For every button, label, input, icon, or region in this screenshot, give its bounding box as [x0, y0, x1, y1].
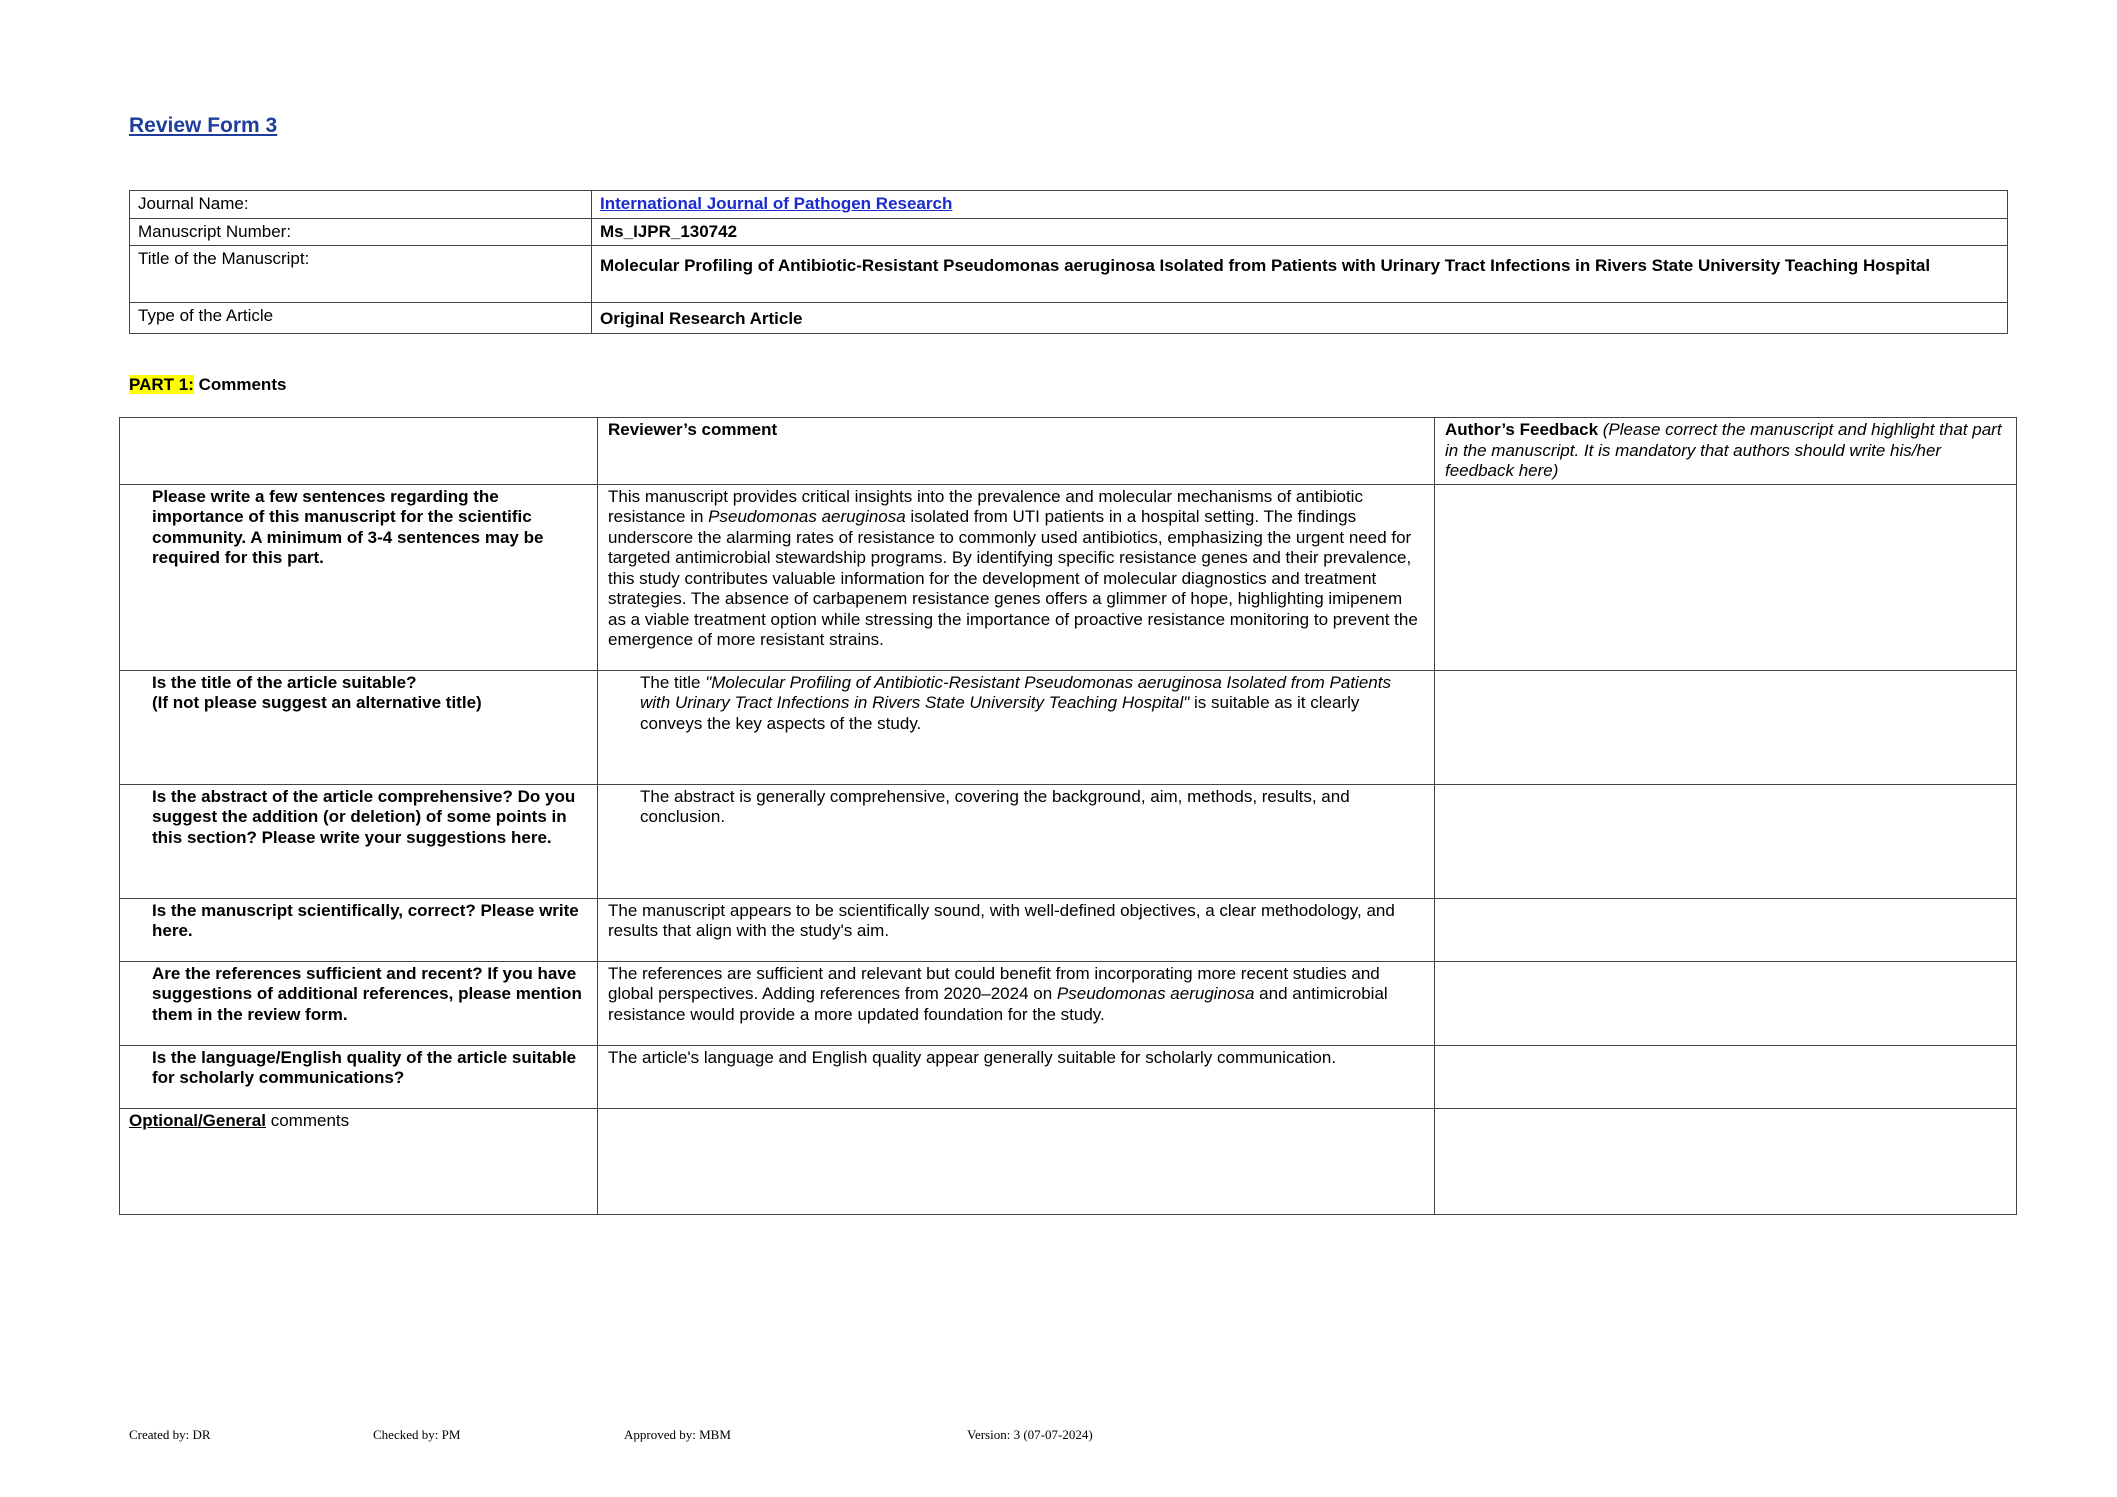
author-feedback-cell[interactable]	[1435, 670, 2017, 784]
part1-heading	[129, 375, 286, 395]
reviewer-comment: The article's language and English quality appear generally suitable for scholarly communication.	[598, 1045, 1435, 1108]
author-feedback-cell[interactable]	[1435, 784, 2017, 898]
article-type-value: Original Research Article	[592, 303, 2008, 334]
manuscript-title-row	[130, 246, 2008, 303]
optional-comments-label: Optional/General comments	[120, 1108, 598, 1214]
manuscript-info-table	[129, 190, 2008, 334]
optional-comments-row	[120, 1108, 2017, 1214]
author-feedback-cell[interactable]	[1435, 1045, 2017, 1108]
article-type-row	[130, 303, 2008, 334]
manuscript-title-label: Title of the Manuscript:	[130, 246, 592, 303]
reviewer-comment: The manuscript appears to be scientifically sound, with well-defined objectives, a clear methodology, and results that align with the study's aim.	[598, 898, 1435, 961]
article-type-label: Type of the Article	[130, 303, 592, 334]
table-row	[120, 961, 2017, 1045]
author-feedback-cell[interactable]	[1435, 961, 2017, 1045]
header-empty-cell	[120, 418, 598, 485]
table-row	[120, 484, 2017, 670]
manuscript-number-label: Manuscript Number:	[130, 218, 592, 246]
manuscript-title-value: Molecular Profiling of Antibiotic-Resistant Pseudomonas aeruginosa Isolated from Patients with Urinary Tract Infections in Rivers State University Teaching Hospital	[592, 246, 2008, 303]
journal-value	[592, 191, 2008, 219]
reviewer-comment: The references are sufficient and relevant but could benefit from incorporating more recent studies and global perspectives. Adding references from 2020–2024 on Pseudomonas aeruginosa and antimicrobial resistance would provide a more updated foundation for the study.	[598, 961, 1435, 1045]
table-row	[120, 784, 2017, 898]
question-language: Is the language/English quality of the article suitable for scholarly communications?	[120, 1045, 598, 1108]
reviewer-comment: The abstract is generally comprehensive, covering the background, aim, methods, results, and conclusion.	[598, 784, 1435, 898]
footer-created: Created by: DR	[129, 1427, 211, 1442]
journal-label: Journal Name:	[130, 191, 592, 219]
question-references: Are the references sufficient and recent? If you have suggestions of additional references, please mention them in the review form.	[120, 961, 598, 1045]
footer-approved: Approved by: MBM	[624, 1427, 731, 1442]
reviewer-comment: This manuscript provides critical insights into the prevalence and molecular mechanisms of antibiotic resistance in Pseudomonas aeruginosa isolated from UTI patients in a hospital setting. The findings underscore the alarming rates of resistance to commonly used antibiotics, emphasizing the urgent need for targeted antimicrobial stewardship programs. By identifying specific resistance genes and their prevalence, this study contributes valuable information for the development of molecular diagnostics and treatment strategies. The absence of carbapenem resistance genes offers a glimmer of hope, highlighting imipenem as a viable treatment option while stressing the importance of proactive resistance monitoring to prevent the emergence of more resistant strains.	[598, 484, 1435, 670]
optional-reviewer-comment-cell[interactable]	[598, 1108, 1435, 1214]
author-feedback-title: Author’s Feedback	[1445, 420, 1599, 439]
author-feedback-header	[1435, 418, 2017, 485]
footer-version: Version: 3 (07-07-2024)	[967, 1427, 1093, 1442]
manuscript-number-row	[130, 218, 2008, 246]
author-feedback-instructions: (Please correct the manuscript and highlight that part in the manuscript. It is mandatory that authors should write his/her feedback here)	[1445, 420, 2002, 480]
question-title: Is the title of the article suitable? (If not please suggest an alternative title)	[120, 670, 598, 784]
question-scientific: Is the manuscript scientifically, correct? Please write here.	[120, 898, 598, 961]
reviewer-comment-header: Reviewer’s comment	[598, 418, 1435, 485]
question-importance: Please write a few sentences regarding the importance of this manuscript for the scientific community. A minimum of 3-4 sentences may be required for this part.	[120, 484, 598, 670]
footer-checked: Checked by: PM	[373, 1427, 461, 1442]
part1-heading-text: Comments	[193, 375, 287, 394]
journal-link[interactable]: International Journal of Pathogen Research	[600, 194, 953, 213]
comments-table	[119, 417, 2017, 1215]
author-feedback-cell[interactable]	[1435, 898, 2017, 961]
part1-label: PART 1:	[129, 375, 194, 394]
table-row	[120, 1045, 2017, 1108]
table-row	[120, 898, 2017, 961]
author-feedback-cell[interactable]	[1435, 484, 2017, 670]
question-abstract: Is the abstract of the article comprehensive? Do you suggest the addition (or deletion) of some points in this section? Please write your suggestions here.	[120, 784, 598, 898]
journal-row	[130, 191, 2008, 219]
optional-author-feedback-cell[interactable]	[1435, 1108, 2017, 1214]
form-title: Review Form 3	[129, 114, 278, 137]
manuscript-number-value: Ms_IJPR_130742	[592, 218, 2008, 246]
reviewer-comment: The title "Molecular Profiling of Antibiotic-Resistant Pseudomonas aeruginosa Isolated from Patients with Urinary Tract Infections in Rivers State University Teaching Hospital" is suitable as it clearly conveys the key aspects of the study.	[598, 670, 1435, 784]
table-row	[120, 670, 2017, 784]
comments-header-row	[120, 418, 2017, 485]
